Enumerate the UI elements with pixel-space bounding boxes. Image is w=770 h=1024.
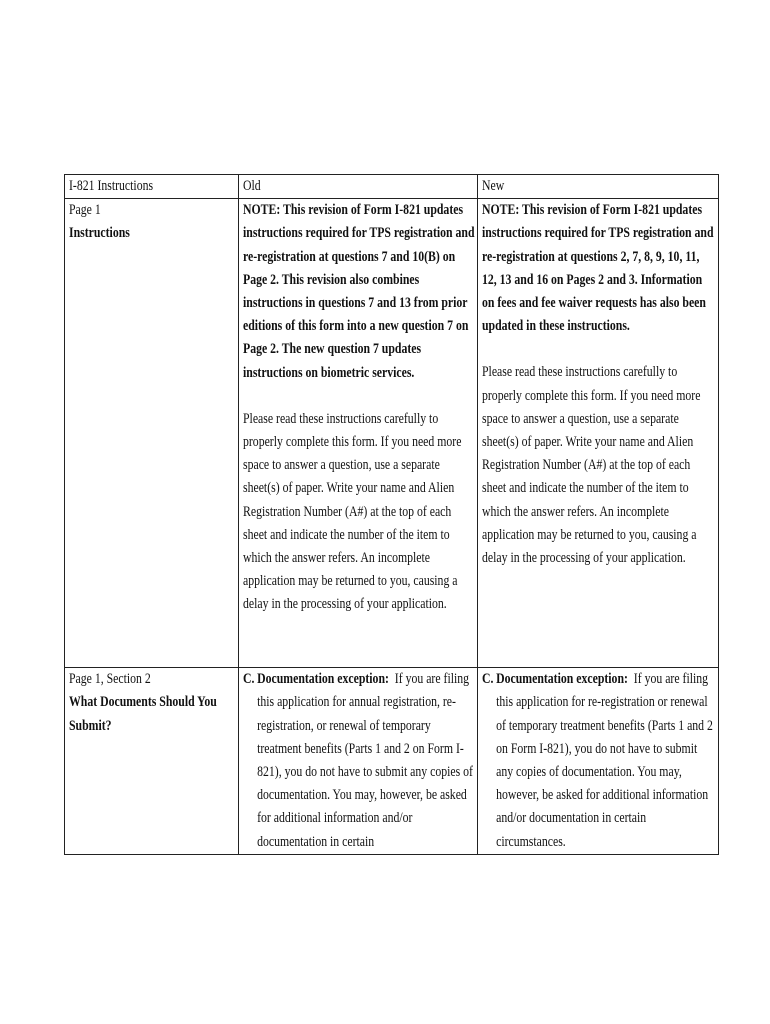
new-text-cell: [478, 199, 719, 668]
page-reference: Page 1, Section 2: [69, 671, 151, 688]
item-letter: C.: [242, 671, 255, 688]
header-label-instructions: I-821 Instructions: [69, 178, 154, 194]
new-documentation-exception: [482, 668, 716, 854]
new-instructions-body: Please read these instructions carefully to properly complete this form. If you need more space to answer a question, use a separate sheet(s) of paper. Write your name and Alien Registration Number (A#) at the top of each sheet and indicate the number of the item to which the answer refers. An incomplete application may be returned to you, causing a delay in the processing of your application.: [482, 364, 701, 567]
row-label-cell: [65, 668, 239, 855]
item-letter: C.: [482, 671, 494, 688]
new-note: NOTE: This revision of Form I-821 updates instructions required for TPS registration and re-registration at questions 2, 7, 8, 9, 10, 11, 12, 13 and 16 on Pages 2 and 3. Information on fees and fee waiver requests has also been updated in these instructions.: [482, 202, 714, 335]
old-text-cell: [238, 199, 478, 668]
instructions-comparison-table: [64, 174, 719, 855]
item-heading: Documentation exception:: [496, 671, 629, 688]
section-title: What Documents Should You Submit?: [69, 694, 217, 734]
table-row: [65, 668, 719, 855]
table-header-row: [65, 175, 719, 199]
page-reference: Page 1: [69, 202, 101, 219]
item-heading: Documentation exception:: [256, 671, 389, 688]
new-item-text: If you are filing this application for re-registration or renewal of temporary treatment benefits (Parts 1 and 2 on Form I-821), you do not have to submit any copies of documentation. You may, however, be asked for additional information and/or documentation in certain circumstances.: [496, 671, 714, 850]
new-text-cell: [478, 668, 719, 855]
old-text-cell: [238, 668, 478, 855]
header-cell-instructions: [65, 175, 239, 199]
header-label-old: Old: [242, 178, 261, 194]
old-note: NOTE: This revision of Form I-821 updates instructions required for TPS registration and re-registration at questions 7 and 10(B) on Page 2. This revision also combines instructions in questions 7 and 13 from prior editions of this form into a new question 7 on Page 2. The new question 7 updates instructions on biometric services.: [242, 202, 475, 381]
old-documentation-exception: [243, 668, 476, 854]
header-cell-old: [238, 175, 478, 199]
old-item-text: If you are filing this application for annual registration, re-registration, or renewal of temporary treatment benefits (Parts 1 and 2 on Form I-821), you do not have to submit any copies of documentation. You may, however, be asked for additional information and/or documentation in certain: [256, 671, 473, 850]
old-instructions-body: Please read these instructions carefully to properly complete this form. If you need more space to answer a question, use a separate sheet(s) of paper. Write your name and Alien Registration Number (A#) at the top of each sheet and indicate the number of the item to which the answer refers. An incomplete application may be returned to you, causing a delay in the processing of your application.: [242, 410, 462, 613]
header-label-new: New: [482, 178, 505, 194]
table-row: [65, 199, 719, 668]
row-label-cell: [65, 199, 239, 668]
section-title: Instructions: [69, 225, 130, 242]
header-cell-new: [478, 175, 719, 199]
